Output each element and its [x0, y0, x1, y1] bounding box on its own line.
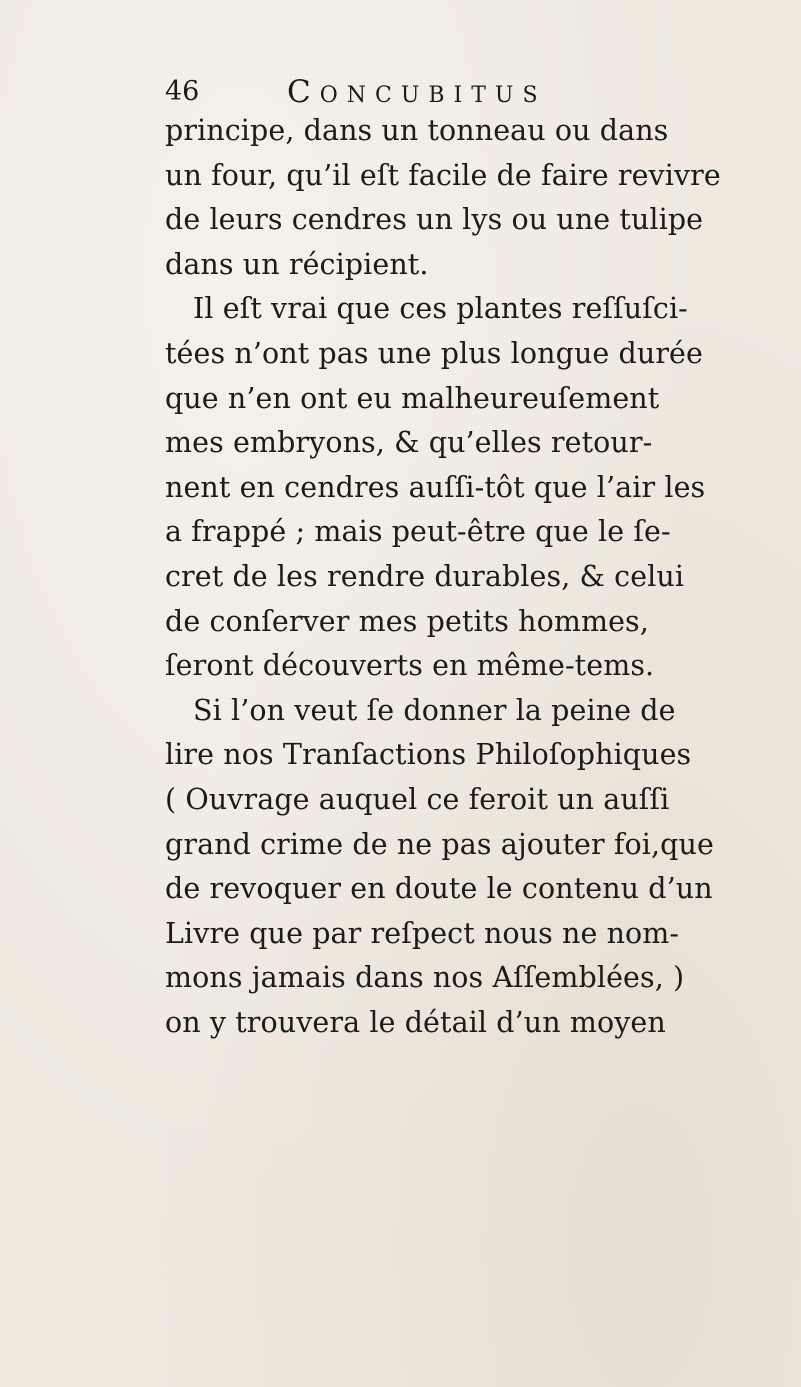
- running-title: Concubitus: [287, 74, 547, 110]
- text-line: tées n’ont pas une plus longue durée: [165, 336, 703, 370]
- text-line: de conſerver mes petits hommes,: [165, 604, 649, 638]
- text-line: ſeront découverts en même-tems.: [165, 649, 655, 683]
- text-line: mons jamais dans nos Aſſemblées, ): [165, 961, 685, 995]
- body-text: [165, 109, 725, 1045]
- page-number: 46: [165, 76, 200, 107]
- text-line: un four, qu’il eſt facile de faire revivre: [165, 158, 721, 192]
- text-line: a frappé ; mais peut-être que le ſe-: [165, 515, 671, 549]
- text-line: mes embryons, & qu’elles retour-: [165, 426, 653, 460]
- paragraph-start-line: Il eſt vrai que ces plantes reſſuſci-: [193, 292, 688, 326]
- text-line: principe, dans un tonneau ou dans: [165, 114, 669, 147]
- text-line: dans un récipient.: [165, 247, 429, 281]
- text-line: que n’en ont eu malheureuſement: [165, 381, 660, 415]
- text-line: nent en cendres auſſi-tôt que l’air les: [165, 470, 706, 504]
- text-line: grand crime de ne pas ajouter foi,que: [165, 827, 714, 861]
- text-line: Livre que par reſpect nous ne nom-: [165, 916, 680, 950]
- text-line: cret de les rendre durables, & celui: [165, 559, 685, 593]
- text-line: de leurs cendres un lys ou une tulipe: [165, 203, 704, 237]
- text-line: on y trouvera le détail d’un moyen: [165, 1005, 666, 1039]
- text-line: de revoquer en doute le contenu d’un: [165, 872, 713, 906]
- text-line: ( Ouvrage auquel ce feroit un auſſi: [165, 782, 670, 816]
- paragraph-start-line: Si l’on veut ſe donner la peine de: [193, 693, 676, 727]
- text-line: lire nos Tranſactions Philoſophiques: [165, 738, 692, 772]
- page-header: [165, 74, 605, 114]
